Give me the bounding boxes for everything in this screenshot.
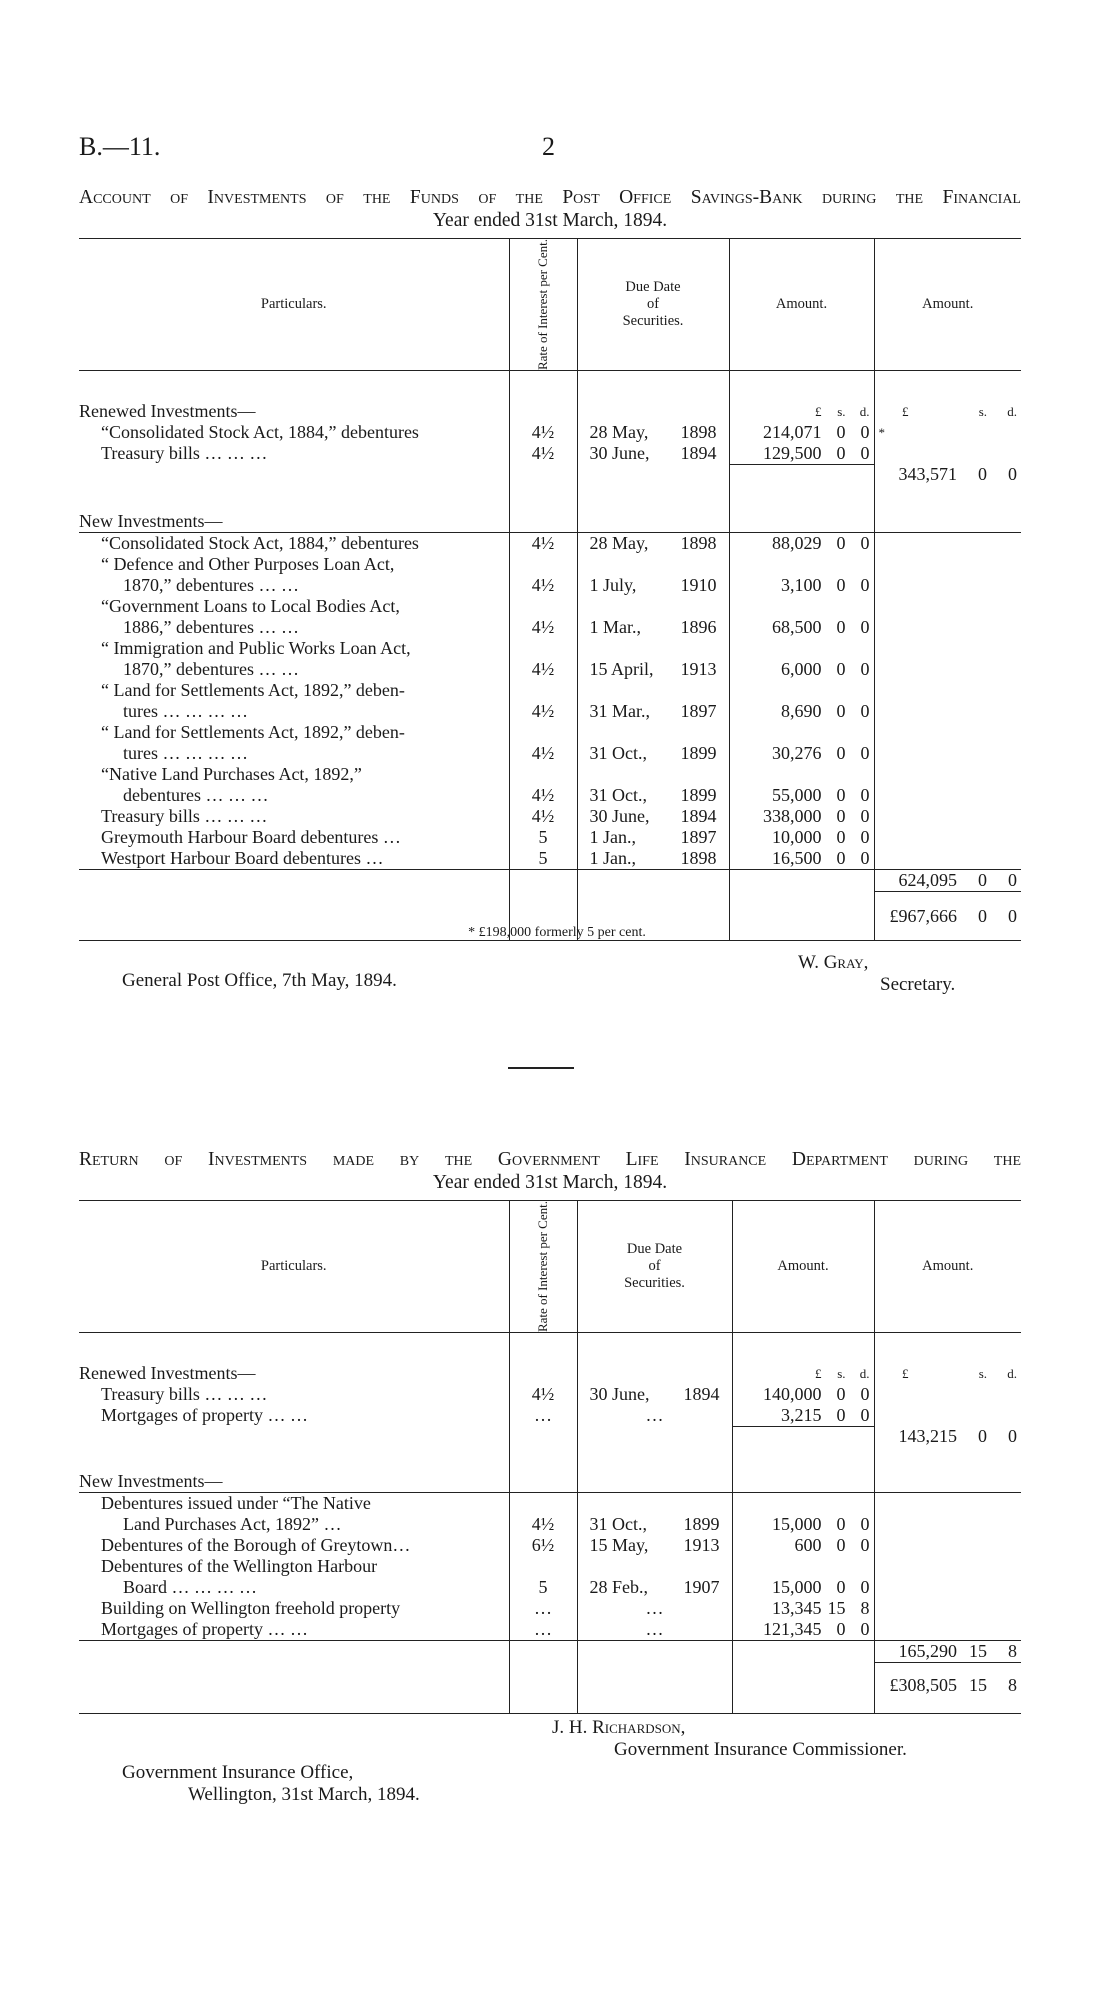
table-row <box>79 638 1021 659</box>
table2-renewed-heading: Renewed Investments— <box>79 1362 256 1383</box>
subtotal-pounds: 343,571 <box>898 464 957 485</box>
row-shillings: 0 <box>836 1577 846 1598</box>
row-particulars: 1886,” debentures … … <box>123 617 299 638</box>
grand-total-shillings: 0 <box>978 905 987 926</box>
table2-unit-pounds-1: £ <box>815 1365 822 1381</box>
row-due-date: 28 May, <box>589 533 649 554</box>
row-rate: 4½ <box>509 785 577 806</box>
row-particulars: Debentures of the Borough of Greytown… <box>101 1535 411 1556</box>
row-pounds: 121,345 <box>763 1619 822 1640</box>
row-due-date: 28 May, <box>589 421 649 442</box>
row-rate: … <box>509 1598 577 1619</box>
row-shillings: 0 <box>836 617 846 638</box>
table1-unit-shillings-1: s. <box>837 403 846 419</box>
row-pence: 0 <box>860 575 870 596</box>
table-row <box>79 806 1021 827</box>
row-particulars-line1: “ Land for Settlements Act, 1892,” deben- <box>101 680 405 701</box>
table1-unit-pounds-1: £ <box>815 403 822 419</box>
row-rate: … <box>509 1405 577 1427</box>
subtotal-row <box>79 1426 1021 1447</box>
table2-header-rate: Rate of Interest per Cent. <box>535 1201 550 1333</box>
table1-unit-pounds-2: £ <box>902 403 909 419</box>
table1-header-amount2: Amount. <box>874 239 1021 371</box>
row-shillings: 0 <box>836 785 846 806</box>
row-particulars-line1: “Government Loans to Local Bodies Act, <box>101 596 400 617</box>
table2-header-amount1: Amount. <box>732 1201 874 1333</box>
row-due-year: 1913 <box>683 1535 720 1556</box>
table-row <box>79 1384 1021 1405</box>
row-due-year: 1894 <box>680 443 717 464</box>
row-particulars: Mortgages of property … … <box>79 1619 509 1641</box>
table-row <box>79 533 1021 555</box>
subtotal-pence: 0 <box>1008 870 1017 891</box>
table-row <box>79 764 1021 785</box>
row-pounds: 30,276 <box>772 743 822 764</box>
table-row <box>79 575 1021 596</box>
row-particulars: Treasury bills … … … <box>101 806 268 827</box>
table1-header-due-line3: Securities. <box>622 313 684 330</box>
subtotal-shillings: 0 <box>978 464 987 485</box>
table-row <box>79 1619 1021 1641</box>
row-particulars: Building on Wellington freehold property <box>101 1598 401 1619</box>
subtotal-pounds: 624,095 <box>898 870 957 891</box>
row-rate: 4½ <box>509 533 577 555</box>
row-particulars-line1: “ Defence and Other Purposes Loan Act, <box>101 554 395 575</box>
row-pounds: 55,000 <box>772 785 822 806</box>
row-rate: 4½ <box>509 422 577 443</box>
row-due-date: 15 May, <box>589 1535 649 1556</box>
row-pence: 0 <box>860 1383 870 1404</box>
row-due-date: 1 Jan., <box>589 827 636 848</box>
row-pence: 0 <box>860 701 870 722</box>
row-particulars: Greymouth Harbour Board debentures … <box>101 827 401 848</box>
row-rate: 4½ <box>509 443 577 465</box>
row-due-year: 1898 <box>680 421 717 442</box>
table2-signatory-title: Government Insurance Commissioner. <box>614 1739 907 1760</box>
row-pence: 0 <box>860 421 870 442</box>
row-pounds: 8,690 <box>781 701 822 722</box>
row-rate: 4½ <box>509 659 577 680</box>
table1-header-rate-cell <box>509 239 577 371</box>
row-due-year: 1899 <box>680 743 717 764</box>
row-shillings: 0 <box>836 575 846 596</box>
table-row <box>79 554 1021 575</box>
table1-title <box>79 186 1021 232</box>
subtotal-shillings: 0 <box>978 1426 987 1447</box>
table-row <box>79 680 1021 701</box>
row-due-date: 1 July, <box>589 575 637 596</box>
row-due-year: 1899 <box>680 785 717 806</box>
row-due-year: 1896 <box>680 617 717 638</box>
table1-new-heading: New Investments— <box>79 511 509 533</box>
table1-unit-shillings-2: s. <box>978 403 987 419</box>
row-pounds: 6,000 <box>781 659 822 680</box>
row-pence: 0 <box>860 806 870 827</box>
row-pence: 0 <box>860 743 870 764</box>
section-divider <box>508 1067 574 1069</box>
table2-title-line1: Return of Investments made by the Government Life Insurance Department during the <box>79 1149 1021 1170</box>
table1-header-particulars: Particulars. <box>79 239 509 371</box>
table-row <box>79 422 1021 443</box>
row-pence: 0 <box>860 1535 870 1556</box>
row-pence: 0 <box>860 617 870 638</box>
row-pounds: 13,345 <box>772 1598 822 1619</box>
subtotal-pounds: 165,290 <box>898 1641 957 1662</box>
table-row <box>79 596 1021 617</box>
table2-life-insurance-investments <box>79 1200 1021 1714</box>
grand-total-pence: 8 <box>1008 1674 1017 1695</box>
subtotal-pounds: 143,215 <box>898 1426 957 1447</box>
row-particulars: tures … … … … <box>123 743 248 764</box>
table2-unit-shillings-1: s. <box>837 1365 846 1381</box>
row-due-year: 1897 <box>680 827 717 848</box>
table2-place-line2: Wellington, 31st March, 1894. <box>188 1784 420 1805</box>
table2-title-line2: Year ended 31st March, 1894. <box>432 1172 668 1193</box>
table2-header-particulars: Particulars. <box>79 1201 509 1333</box>
grand-total-pence: 0 <box>1008 905 1017 926</box>
table2-unit-shillings-2: s. <box>978 1365 987 1381</box>
row-due-date: 28 Feb., <box>589 1577 648 1598</box>
row-rate: 6½ <box>509 1535 577 1556</box>
grand-total-pounds: £967,666 <box>889 905 957 926</box>
table1-place-date: General Post Office, 7th May, 1894. <box>122 970 397 991</box>
row-pence: 0 <box>860 1404 870 1425</box>
table2-unit-pounds-2: £ <box>902 1365 909 1381</box>
row-shillings: 0 <box>836 701 846 722</box>
table-row <box>79 785 1021 806</box>
row-rate: 4½ <box>509 806 577 827</box>
table-row <box>79 722 1021 743</box>
table2-new-heading: New Investments— <box>79 1471 509 1493</box>
row-rate: 5 <box>509 848 577 870</box>
table1-header-due-line1: Due Date <box>625 279 681 296</box>
row-rate: 4½ <box>509 617 577 638</box>
row-particulars: debentures … … … <box>123 785 269 806</box>
table1-header-due-date <box>577 239 729 371</box>
row-pence: 0 <box>860 442 870 463</box>
row-pounds: 129,500 <box>763 442 822 463</box>
row-due-year: 1898 <box>680 848 717 869</box>
table1-header-rate: Rate of Interest per Cent. <box>535 239 550 371</box>
row-shillings: 0 <box>836 1404 846 1425</box>
row-shillings: 15 <box>827 1598 846 1619</box>
row-pounds: 16,500 <box>772 848 822 869</box>
table-row <box>79 848 1021 870</box>
grand-total-shillings: 15 <box>969 1674 987 1695</box>
row-rate: 5 <box>509 1577 577 1598</box>
row-particulars-line1: “ Land for Settlements Act, 1892,” deben- <box>101 722 405 743</box>
grand-total-row <box>79 1675 1021 1696</box>
table2-header-due-date <box>577 1201 732 1333</box>
row-rate: 4½ <box>509 743 577 764</box>
table2-unit-pence-2: d. <box>1007 1365 1017 1381</box>
table2-unit-pence-1: d. <box>859 1365 870 1381</box>
subtotal-pence: 0 <box>1008 464 1017 485</box>
row-due-date: 30 June, <box>589 443 650 464</box>
footnote-marker: * <box>874 422 1021 443</box>
row-due-date: 31 Oct., <box>589 743 647 764</box>
row-shillings: 0 <box>836 659 846 680</box>
row-particulars: Westport Harbour Board debentures … <box>79 848 509 870</box>
subtotal-row <box>79 1641 1021 1663</box>
row-rate: 5 <box>509 827 577 848</box>
row-pence: 0 <box>860 827 870 848</box>
row-pence: 0 <box>860 533 870 554</box>
row-due-date: 30 June, <box>589 1383 650 1404</box>
row-pounds: 15,000 <box>772 1577 822 1598</box>
table-row <box>79 1514 1021 1535</box>
table-row <box>79 659 1021 680</box>
table2-header-due-line1: Due Date <box>626 1241 683 1258</box>
row-due-date: 1 Mar., <box>589 617 641 638</box>
table1-renewed-heading: Renewed Investments— <box>79 400 256 421</box>
table1-title-line2: Year ended 31st March, 1894. <box>432 210 668 231</box>
table1-footnote: * £198,000 formerly 5 per cent. <box>468 925 646 940</box>
row-pounds: 214,071 <box>763 421 822 442</box>
row-due-date: 30 June, <box>589 806 650 827</box>
row-shillings: 0 <box>836 533 846 554</box>
row-pence: 0 <box>860 848 870 869</box>
row-particulars-line1: Debentures of the Wellington Harbour <box>101 1556 378 1577</box>
row-particulars: 1870,” debentures … … <box>123 659 299 680</box>
table1-signatory-title: Secretary. <box>880 974 956 995</box>
subtotal-pence: 8 <box>1008 1641 1017 1662</box>
row-due-year: 1899 <box>683 1514 720 1535</box>
row-due-date: 31 Mar., <box>589 701 650 722</box>
row-shillings: 0 <box>836 1535 846 1556</box>
table1-title-line1: Account of Investments of the Funds of the Post Office Savings-Bank during the Financial <box>79 187 1021 208</box>
row-due-date: 31 Oct., <box>589 1514 647 1535</box>
row-particulars: Treasury bills … … … <box>101 1383 268 1404</box>
row-due-date: 1 Jan., <box>589 848 636 869</box>
row-rate: 4½ <box>509 1384 577 1405</box>
table-row <box>79 1556 1021 1577</box>
row-due-date: 31 Oct., <box>589 785 647 806</box>
row-rate: 4½ <box>509 1514 577 1535</box>
row-pounds: 68,500 <box>772 617 822 638</box>
row-particulars: “Consolidated Stock Act, 1884,” debentures <box>101 421 419 442</box>
table2-title <box>79 1148 1021 1194</box>
grand-total-pounds: £308,505 <box>889 1674 957 1695</box>
row-due-date: … <box>577 1405 732 1427</box>
row-pounds: 3,215 <box>781 1404 822 1425</box>
table2-header-due-line3: Securities. <box>624 1275 685 1292</box>
row-due-year: 1913 <box>680 659 717 680</box>
row-rate: … <box>509 1619 577 1641</box>
row-pence: 8 <box>860 1598 870 1619</box>
page-number: 2 <box>542 132 555 161</box>
row-rate: 4½ <box>509 701 577 722</box>
table-row <box>79 1405 1021 1427</box>
subtotal-shillings: 15 <box>969 1641 987 1662</box>
table1-savings-bank-investments <box>79 238 1021 941</box>
table1-header-due-line2: of <box>646 296 660 313</box>
row-shillings: 0 <box>836 442 846 463</box>
table1-unit-pence-1: d. <box>859 403 870 419</box>
table2-header-due-line2: of <box>648 1258 661 1275</box>
row-pence: 0 <box>860 1514 870 1535</box>
row-due-year: 1907 <box>683 1577 720 1598</box>
subtotal-row <box>79 464 1021 485</box>
row-pence: 0 <box>860 659 870 680</box>
row-pence: 0 <box>860 785 870 806</box>
subtotal-shillings: 0 <box>978 870 987 891</box>
row-pounds: 88,029 <box>772 533 822 554</box>
row-due-year: 1910 <box>680 575 717 596</box>
table-row <box>79 1535 1021 1556</box>
row-shillings: 0 <box>836 1383 846 1404</box>
row-pounds: 338,000 <box>763 806 822 827</box>
row-particulars: “Consolidated Stock Act, 1884,” debentures <box>101 533 419 554</box>
row-particulars: 1870,” debentures … … <box>123 575 299 596</box>
table-row <box>79 617 1021 638</box>
row-pounds: 600 <box>794 1535 822 1556</box>
row-shillings: 0 <box>836 421 846 442</box>
row-due-date: … <box>577 1619 732 1641</box>
row-particulars-line1: Debentures issued under “The Native <box>101 1493 371 1514</box>
row-due-year: 1898 <box>680 533 717 554</box>
table1-signatory-name: W. Gray, <box>798 952 869 973</box>
subtotal-pence: 0 <box>1008 1426 1017 1447</box>
row-rate: 4½ <box>509 575 577 596</box>
table-row <box>79 1577 1021 1598</box>
row-shillings: 0 <box>836 1514 846 1535</box>
row-due-year: 1894 <box>683 1383 720 1404</box>
row-shillings: 0 <box>836 743 846 764</box>
row-pounds: 140,000 <box>763 1383 822 1404</box>
table-row <box>79 743 1021 764</box>
table-row <box>79 1598 1021 1619</box>
table1-header-amount1: Amount. <box>729 239 874 371</box>
row-pence: 0 <box>860 1619 870 1640</box>
row-pounds: 3,100 <box>781 575 822 596</box>
row-shillings: 0 <box>836 848 846 869</box>
grand-total-row <box>79 906 1021 927</box>
table2-header-rate-cell <box>509 1201 577 1333</box>
row-particulars: Mortgages of property … … <box>101 1405 308 1426</box>
row-particulars: Board … … … … <box>123 1577 257 1598</box>
row-shillings: 0 <box>836 827 846 848</box>
row-pounds: 10,000 <box>772 827 822 848</box>
row-due-date: 15 April, <box>589 659 654 680</box>
table-row <box>79 827 1021 848</box>
table-row <box>79 701 1021 722</box>
row-particulars: Land Purchases Act, 1892” … <box>123 1514 342 1535</box>
row-particulars: tures … … … … <box>123 701 248 722</box>
table-row <box>79 443 1021 465</box>
table2-place-line1: Government Insurance Office, <box>122 1762 354 1783</box>
document-code: B.—11. <box>79 132 161 161</box>
table-row <box>79 1493 1021 1515</box>
table1-unit-pence-2: d. <box>1007 403 1017 419</box>
table2-header-amount2: Amount. <box>874 1201 1021 1333</box>
row-due-date: … <box>577 1598 732 1619</box>
row-particulars-line1: “Native Land Purchases Act, 1892,” <box>101 764 362 785</box>
row-pence: 0 <box>860 1577 870 1598</box>
row-pounds: 15,000 <box>772 1514 822 1535</box>
row-shillings: 0 <box>836 806 846 827</box>
row-shillings: 0 <box>836 1619 846 1640</box>
row-particulars: Treasury bills … … … <box>101 443 268 464</box>
row-due-year: 1894 <box>680 806 717 827</box>
subtotal-row <box>79 870 1021 892</box>
row-due-year: 1897 <box>680 701 717 722</box>
row-particulars-line1: “ Immigration and Public Works Loan Act, <box>101 638 411 659</box>
table2-signatory-name: J. H. Richardson, <box>552 1717 686 1738</box>
